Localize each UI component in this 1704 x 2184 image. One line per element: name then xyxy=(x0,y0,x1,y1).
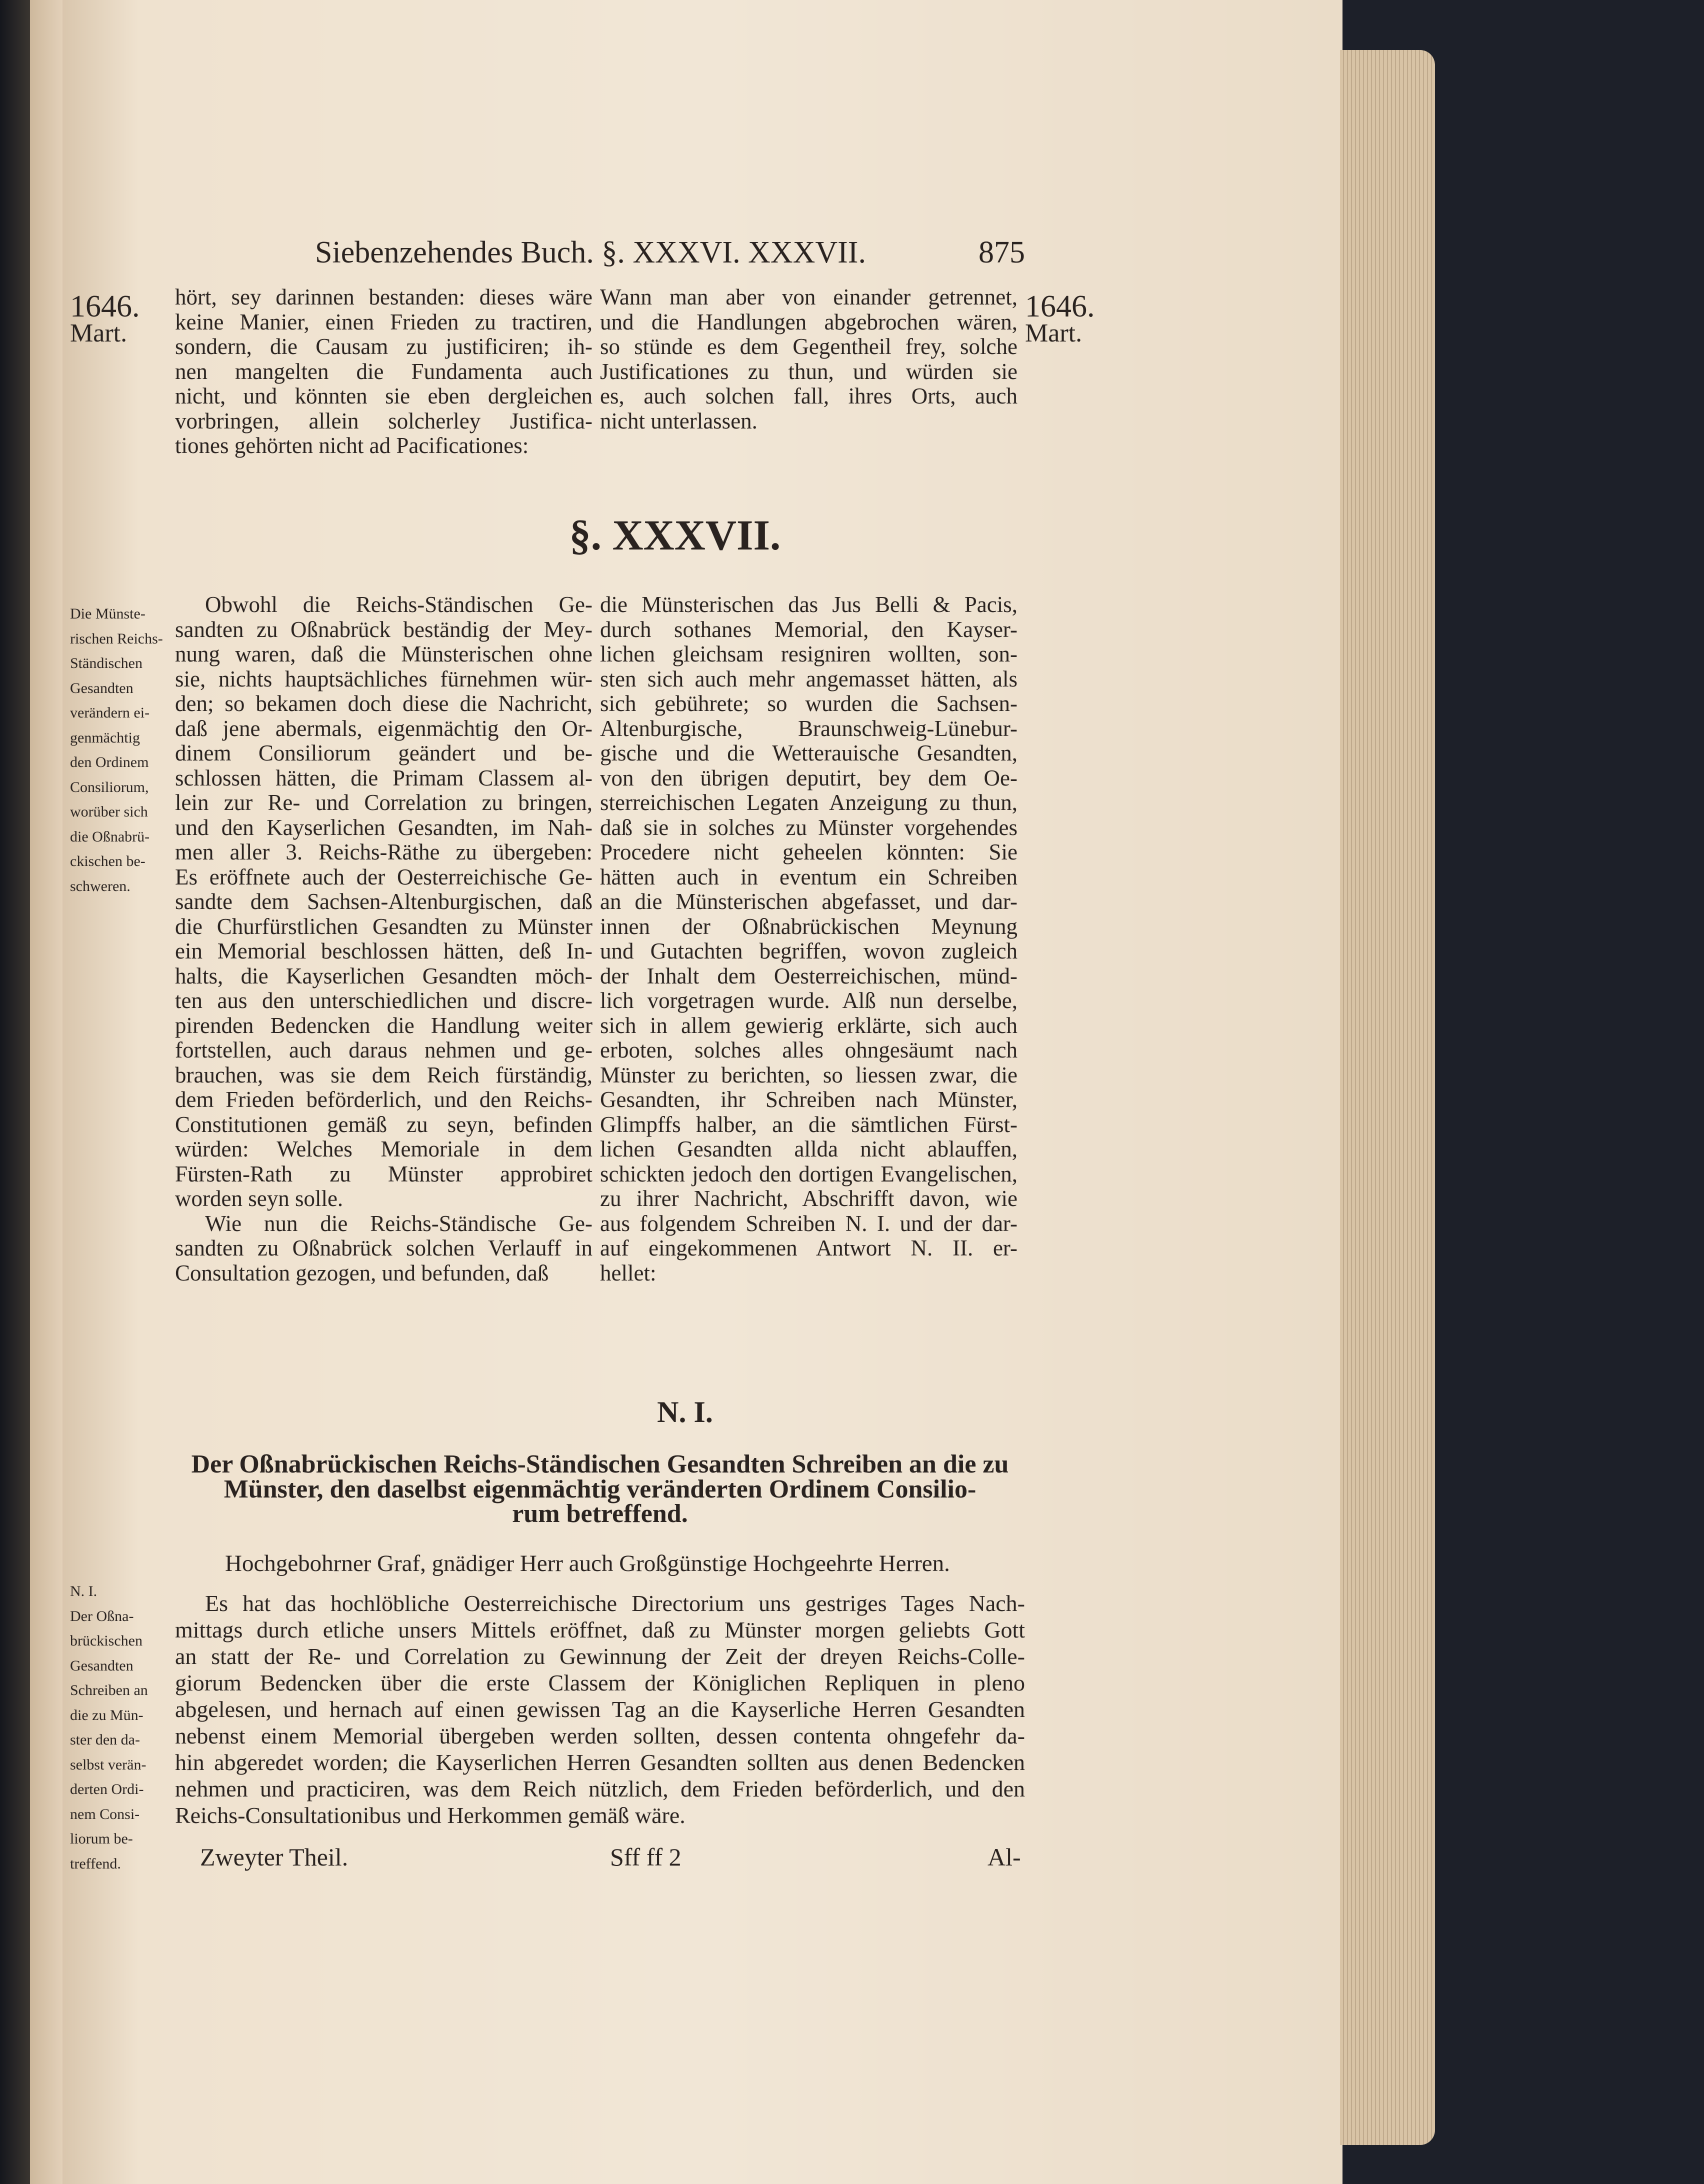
facing-page-edge xyxy=(30,0,65,2184)
text-line: sondern, die Causam zu justificiren; ih- xyxy=(175,334,592,359)
text-line: die Oßnabrü- xyxy=(70,828,150,845)
text-line: schweren. xyxy=(70,878,130,894)
marginal-note-1 xyxy=(70,605,175,902)
text-line: nebenst einem Memorial übergeben werden sollten, dessen contenta ohngefehr da- xyxy=(175,1723,1025,1748)
page-number: 875 xyxy=(978,236,1025,270)
running-header xyxy=(315,235,1025,275)
text-line: fortstellen, auch daraus nehmen und ge- xyxy=(175,1038,592,1062)
text-line: schickten jedoch den dortigen Evangelischen, xyxy=(600,1161,1018,1186)
text-line: sie, nichts hauptsächliches fürnehmen wür- xyxy=(175,666,592,692)
text-line: hellet: xyxy=(600,1260,656,1286)
running-title: Siebenzehendes Buch. §. XXXVI. XXXVII. xyxy=(315,236,866,270)
margin-month: Mart. xyxy=(1025,319,1082,348)
text-line: hört, sey darinnen bestanden: dieses wäre xyxy=(175,284,592,310)
text-line: Gesandten xyxy=(70,1657,134,1674)
text-line: durch sothanes Memorial, den Kayser- xyxy=(600,616,1018,642)
text-line: men aller 3. Reichs-Räthe zu übergeben: xyxy=(175,840,592,864)
text-line: liorum be- xyxy=(70,1830,133,1847)
text-line: sterreichischen Legaten Anzeigung zu thun, xyxy=(600,790,1018,815)
text-line: daß sie in solches zu Münster vorgehendes xyxy=(600,814,1018,840)
footer-catchword: Al- xyxy=(988,1843,1021,1871)
text-line: es, auch solchen fall, ihres Orts, auch xyxy=(600,384,1018,408)
text-line: brauchen, was sie dem Reich fürständig, xyxy=(175,1062,592,1088)
text-line: Es eröffnete auch der Oesterreichische Ge- xyxy=(175,864,592,890)
text-line: die Münsterischen das Jus Belli & Pacis, xyxy=(600,592,1018,617)
top-left-column xyxy=(175,285,592,458)
text-line: dinem Consiliorum geändert und be- xyxy=(175,740,592,766)
text-line: daß jene abermals, eigenmächtig den Or- xyxy=(175,716,592,741)
margin-month: Mart. xyxy=(70,319,128,348)
text-line: und den Kayserlichen Gesandten, im Nah- xyxy=(175,814,592,840)
text-line: Münster, den daselbst eigenmächtig veränderten Ordinem Consilio- xyxy=(224,1474,976,1504)
text-line: verändern ei- xyxy=(70,704,150,721)
text-line: worden seyn solle. xyxy=(175,1186,344,1211)
text-line: der Inhalt dem Oesterreichischen, münd- xyxy=(600,963,1018,988)
text-line: sich gebührete; so wurden die Sachsen- xyxy=(600,691,1018,716)
text-line: ten aus den unterschiedlichen und discre- xyxy=(175,988,592,1013)
text-line: die Churfürstlichen Gesandten zu Münster xyxy=(175,914,592,939)
text-line: lichen Gesandten allda nicht ablauffen, xyxy=(600,1136,1018,1162)
text-line: nen mangelten die Fundamenta auch xyxy=(175,358,592,384)
text-line: Altenburgische, Braunschweig-Lünebur- xyxy=(600,716,1018,741)
text-line: und Gutachten begriffen, wovon zugleich xyxy=(600,938,1018,964)
text-line: Gesandten xyxy=(70,680,134,696)
text-line: worüber sich xyxy=(70,804,148,820)
text-line: Procedere nicht geheelen könnten: Sie xyxy=(600,840,1018,864)
text-line: vorbringen, allein solcherley Justifica- xyxy=(175,408,592,434)
letter-salutation: Hochgebohrner Graf, gnädiger Herr auch Großgünstige Hochgeehrte Herren. xyxy=(225,1550,950,1576)
page-edges xyxy=(1340,50,1435,2145)
text-line: nung waren, daß die Münsterischen ohne xyxy=(175,642,592,666)
footer-signature: Sff ff 2 xyxy=(610,1843,682,1871)
text-line: rischen Reichs- xyxy=(70,630,163,647)
text-line: aus folgendem Schreiben N. I. und der dar- xyxy=(600,1210,1018,1236)
margin-year: 1646. xyxy=(1025,290,1095,324)
text-line: nem Consi- xyxy=(70,1806,140,1822)
text-line: den; so bekamen doch diese die Nachricht, xyxy=(175,691,592,716)
text-line: lich vorgetragen wurde. Alß nun derselbe, xyxy=(600,988,1018,1013)
text-line: sich in allem gewierig erklärte, sich auch xyxy=(600,1012,1018,1038)
book-gutter-shadow xyxy=(0,0,30,2184)
text-line: selbst verän- xyxy=(70,1756,146,1773)
text-line: zu ihrer Nachricht, Abschrifft davon, wie xyxy=(600,1186,1018,1211)
text-line: sandten zu Oßnabrück solchen Verlauff in xyxy=(175,1236,592,1260)
text-line: ein Memorial beschlossen hätten, deß In- xyxy=(175,938,592,964)
marginal-note-2 xyxy=(70,1582,175,1880)
text-line: und die Handlungen abgebrochen wären, xyxy=(600,309,1018,334)
text-line: den Ordinem xyxy=(70,754,149,770)
text-line: die zu Mün- xyxy=(70,1706,144,1724)
text-line: Glimpffs halber, an die sämtlichen Fürst- xyxy=(600,1112,1018,1137)
text-line: an die Münsterischen abgefasset, und dar- xyxy=(600,889,1018,914)
text-line: halts, die Kayserlichen Gesandten möch- xyxy=(175,963,592,988)
text-line: lein zur Re- und Correlation zu bringen, xyxy=(175,790,592,815)
text-line: mittags durch etliche unsers Mittels eröffnet, daß zu Münster morgen geliebts Gott xyxy=(175,1617,1025,1642)
text-line: innen der Oßnabrückischen Meynung xyxy=(600,914,1018,939)
text-line: hätten auch in eventum ein Schreiben xyxy=(600,864,1018,890)
text-line: pirenden Bedencken die Handlung weiter xyxy=(175,1012,592,1038)
text-line: rum betreffend. xyxy=(512,1500,688,1528)
text-line: erboten, solches alles ohngesäumt nach xyxy=(600,1038,1018,1062)
text-line: Ständischen xyxy=(70,655,142,672)
text-line: Schreiben an xyxy=(70,1682,148,1698)
letter-number: N. I. xyxy=(657,1396,713,1428)
text-line: nehmen und practiciren, was dem Reich nützlich, dem Frieden beförderlich, und den xyxy=(175,1776,1025,1802)
text-line: Es hat das hochlöbliche Oesterreichische Directorium uns gestriges Tages Nach- xyxy=(205,1590,1025,1616)
text-line: Der Oßna- xyxy=(70,1608,134,1624)
text-line: Der Oßnabrückischen Reichs-Ständischen Gesandten Schreiben an die zu xyxy=(191,1450,1009,1478)
text-line: dem Frieden beförderlich, und den Reichs- xyxy=(175,1087,592,1112)
section-heading: §. XXXVII. xyxy=(569,511,781,559)
text-line: Die Münste- xyxy=(70,606,146,622)
text-line: Gesandten, ihr Schreiben nach Münster, xyxy=(600,1087,1018,1112)
text-line: Justificationes zu thun, und würden sie xyxy=(600,358,1018,384)
text-line: ster den da- xyxy=(70,1732,140,1748)
text-line: derten Ordi- xyxy=(70,1781,144,1798)
text-line: gische und die Wetterauische Gesandten, xyxy=(600,740,1018,766)
text-line: schlossen hätten, die Primam Classem al- xyxy=(175,765,592,790)
text-line: sandten zu Oßnabrück beständig der Mey- xyxy=(175,616,592,642)
text-line: Fürsten-Rath zu Münster approbiret xyxy=(175,1161,592,1186)
text-line: Obwohl die Reichs-Ständischen Ge- xyxy=(205,592,592,617)
footer-volume: Zweyter Theil. xyxy=(200,1843,348,1871)
margin-date-right xyxy=(1025,292,1125,346)
margin-date-left xyxy=(70,292,170,346)
text-line: auf eingekommenen Antwort N. II. er- xyxy=(600,1236,1018,1260)
text-line: N. I. xyxy=(70,1583,98,1600)
text-line: sandte dem Sachsen-Altenburgischen, daß xyxy=(175,889,592,914)
text-line: Consultation gezogen, und befunden, daß xyxy=(175,1260,549,1286)
section-right-column xyxy=(600,592,1018,1286)
text-line: abgelesen, und hernach auf einen gewissen Tag an die Kayserliche Herren Gesandten xyxy=(175,1696,1025,1722)
text-line: giorum Bedencken über die erste Classem der Königlichen Repliquen in pleno xyxy=(175,1670,1025,1696)
text-line: ckischen be- xyxy=(70,853,146,870)
text-line: an statt der Re- und Correlation zu Gewinnung der Zeit der dreyen Reichs-Colle- xyxy=(175,1644,1025,1669)
text-line: würden: Welches Memoriale in dem xyxy=(175,1136,592,1162)
text-line: nicht, und könnten sie eben dergleichen xyxy=(175,384,592,408)
text-line: Wann man aber von einander getrennet, xyxy=(600,284,1018,310)
text-line: nicht unterlassen. xyxy=(600,408,758,434)
text-line: Münster zu berichten, so liessen zwar, die xyxy=(600,1062,1018,1088)
text-line: Reichs-Consultationibus und Herkommen gemäß wäre. xyxy=(175,1802,686,1828)
text-line: tiones gehörten nicht ad Pacificationes: xyxy=(175,433,529,458)
text-line: keine Manier, einen Frieden zu tractiren, xyxy=(175,309,592,334)
text-line: so stünde es dem Gegentheil frey, solche xyxy=(600,334,1018,359)
section-left-column xyxy=(175,592,592,1286)
text-line: sten sich auch mehr angemasset hätten, als xyxy=(600,666,1018,692)
text-line: brückischen xyxy=(70,1632,142,1649)
letter-body xyxy=(175,1590,1025,1828)
text-line: treffend. xyxy=(70,1855,121,1872)
top-right-column xyxy=(600,285,1018,434)
text-line: Consiliorum, xyxy=(70,778,149,796)
text-line: hin abgeredet worden; die Kayserlichen Herren Gesandten sollten aus denen Bedencken xyxy=(175,1750,1025,1775)
text-line: Wie nun die Reichs-Ständische Ge- xyxy=(205,1210,592,1236)
margin-year: 1646. xyxy=(70,290,140,324)
text-line: lichen gleichsam resigniren wollten, son- xyxy=(600,642,1018,666)
text-line: Constitutionen gemäß zu seyn, befinden xyxy=(175,1112,592,1137)
letter-title xyxy=(190,1450,1010,1528)
text-line: genmächtig xyxy=(70,729,140,746)
text-line: von den übrigen deputirt, bey dem Oe- xyxy=(600,765,1018,790)
